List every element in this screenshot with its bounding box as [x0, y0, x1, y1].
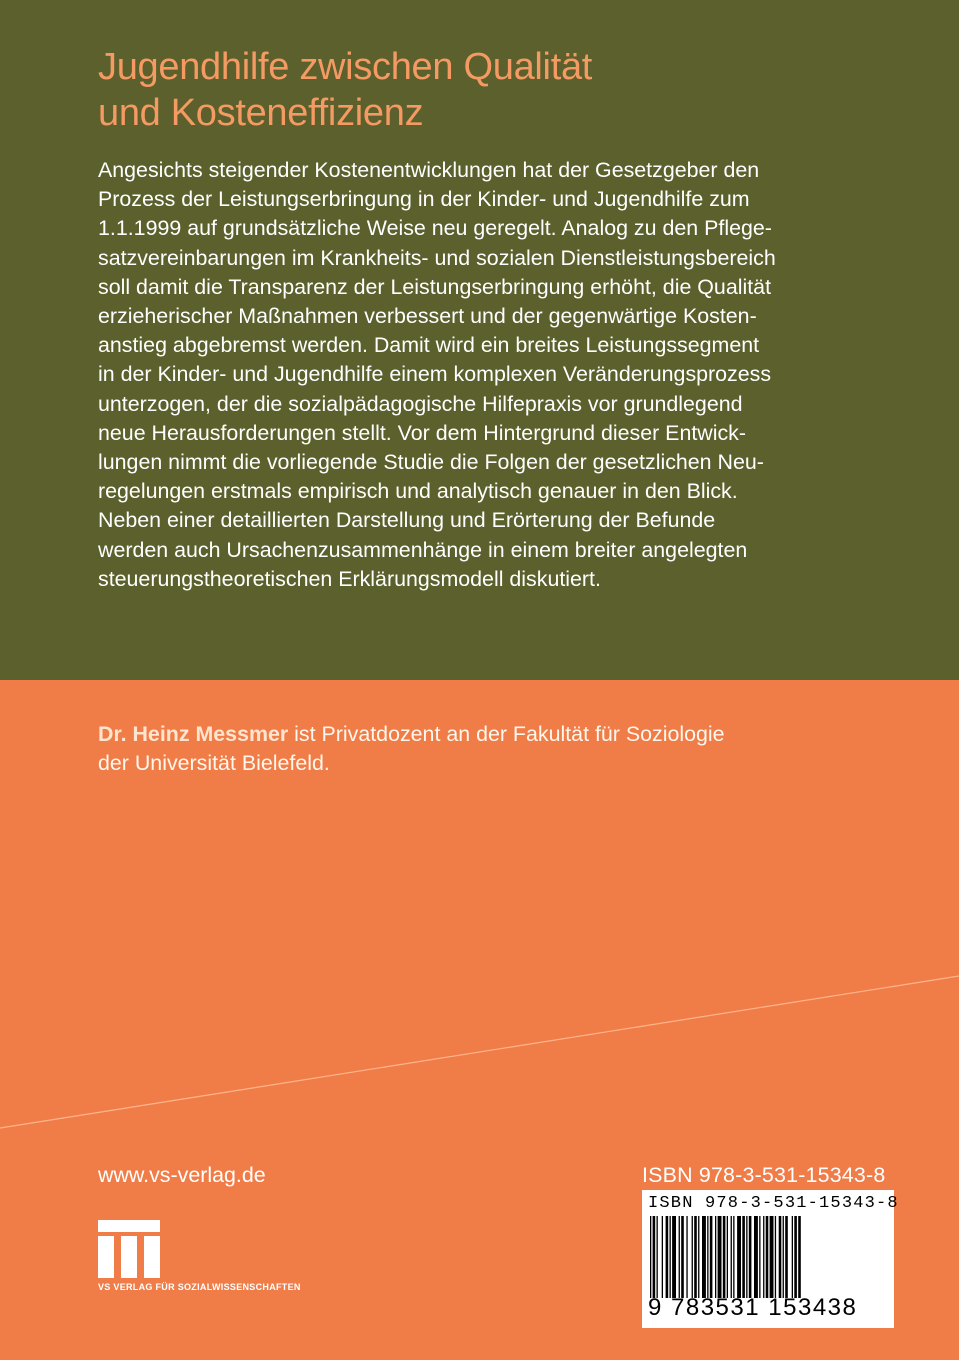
barcode-bar — [657, 1216, 658, 1298]
author-role: ist Privatdozent an der Fakultät für Soziologie — [288, 722, 725, 746]
blurb-line: neue Herausforderungen stellt. Vor dem Hintergrund dieser Entwick- — [98, 420, 746, 445]
blurb-line: erzieherischer Maßnahmen verbessert und der gegenwärtige Kosten- — [98, 304, 757, 329]
barcode-bar — [686, 1216, 687, 1298]
barcode-bar — [749, 1216, 752, 1298]
barcode-bar — [662, 1216, 663, 1298]
blurb-line: Angesichts steigender Kostenentwicklungen hat der Gesetzgeber den — [98, 158, 760, 182]
author-line-1 — [98, 720, 898, 749]
barcode-bar — [785, 1216, 788, 1298]
barcode-bar — [742, 1216, 745, 1298]
author-bio — [98, 720, 898, 778]
barcode-bar — [650, 1216, 651, 1298]
barcode-bar — [710, 1216, 713, 1298]
barcode-bar — [672, 1216, 676, 1298]
barcode-bar — [770, 1216, 774, 1298]
barcode-bar — [715, 1216, 716, 1298]
barcode-bar — [783, 1216, 784, 1298]
blurb-line: soll damit die Transparenz der Leistungserbringung erhöht, die Qualität — [98, 274, 772, 299]
blurb-line: regelungen erstmals empirisch und analytisch genauer in den Blick. — [98, 479, 738, 504]
publisher-website: www.vs-verlag.de — [98, 1163, 266, 1187]
barcode-digits: 9 783531 153438 — [648, 1294, 858, 1321]
barcode-bar — [733, 1216, 734, 1298]
barcode-bar — [779, 1216, 782, 1298]
blurb-line: werden auch Ursachenzusammenhänge in einem breiter angelegten — [98, 537, 748, 562]
barcode-bars — [650, 1216, 886, 1298]
barcode-bar — [666, 1216, 669, 1298]
barcode-bar — [754, 1216, 758, 1298]
barcode-bar — [746, 1216, 747, 1298]
author-line-2: der Universität Bielefeld. — [98, 751, 330, 775]
blurb-line: anstieg abgebremst werden. Damit wird ein breites Leistungssegment — [98, 333, 760, 358]
blurb-line: satzvereinbarungen im Krankheits- und sozialen Dienstleistungsbereich — [98, 245, 776, 270]
barcode-bar — [681, 1216, 684, 1298]
barcode-bar — [731, 1216, 732, 1298]
barcode-bar — [670, 1216, 671, 1298]
barcode-bar — [692, 1216, 693, 1298]
book-title — [98, 44, 878, 136]
blurb-text — [98, 156, 888, 594]
barcode-bar — [679, 1216, 680, 1298]
barcode — [642, 1190, 899, 1328]
blurb-line: Neben einer detaillierten Darstellung und Erörterung der Befunde — [98, 508, 716, 533]
barcode-bar — [718, 1216, 722, 1298]
blurb-line: steuerungstheoretischen Erklärungsmodell diskutiert. — [98, 566, 601, 591]
barcode-bar — [763, 1216, 764, 1298]
barcode-isbn: ISBN 978-3-531-15343-8 — [648, 1194, 899, 1213]
blurb-line: lungen nimmt die vorliegende Studie die Folgen der gesetzlichen Neu- — [98, 450, 764, 475]
title-line-2: und Kosteneffizienz — [98, 92, 424, 134]
blurb-line: in der Kinder- und Jugendhilfe einem komplexen Veränderungsprozess — [98, 362, 772, 387]
barcode-bar — [794, 1216, 797, 1298]
title-line-1: Jugendhilfe zwischen Qualität — [98, 46, 593, 88]
barcode-bar — [798, 1216, 801, 1298]
barcode-bar — [702, 1216, 706, 1298]
barcode-bar — [698, 1216, 699, 1298]
blurb-line: unterzogen, der die sozialpädagogische Hilfepraxis vor grundlegend — [98, 391, 743, 416]
isbn-label: ISBN 978-3-531-15343-8 — [642, 1163, 886, 1187]
barcode-bar — [775, 1216, 776, 1298]
publisher-name: VS VERLAG FÜR SOZIALWISSENSCHAFTEN — [98, 1282, 301, 1292]
author-name: Dr. Heinz Messmer — [98, 722, 289, 746]
blurb-line: Prozess der Leistungserbringung in der Kinder- und Jugendhilfe zum — [98, 187, 750, 212]
barcode-bar — [737, 1216, 741, 1298]
barcode-bar — [759, 1216, 760, 1298]
barcode-bar — [766, 1216, 769, 1298]
barcode-bar — [723, 1216, 726, 1298]
barcode-bar — [727, 1216, 728, 1298]
barcode-bar — [653, 1216, 656, 1298]
vs-verlag-logo — [98, 1220, 160, 1278]
barcode-bar — [792, 1216, 793, 1298]
barcode-bar — [707, 1216, 708, 1298]
blurb-line: 1.1.1999 auf grundsätzliche Weise neu geregelt. Analog zu den Pflege- — [98, 216, 772, 241]
barcode-bar — [694, 1216, 697, 1298]
